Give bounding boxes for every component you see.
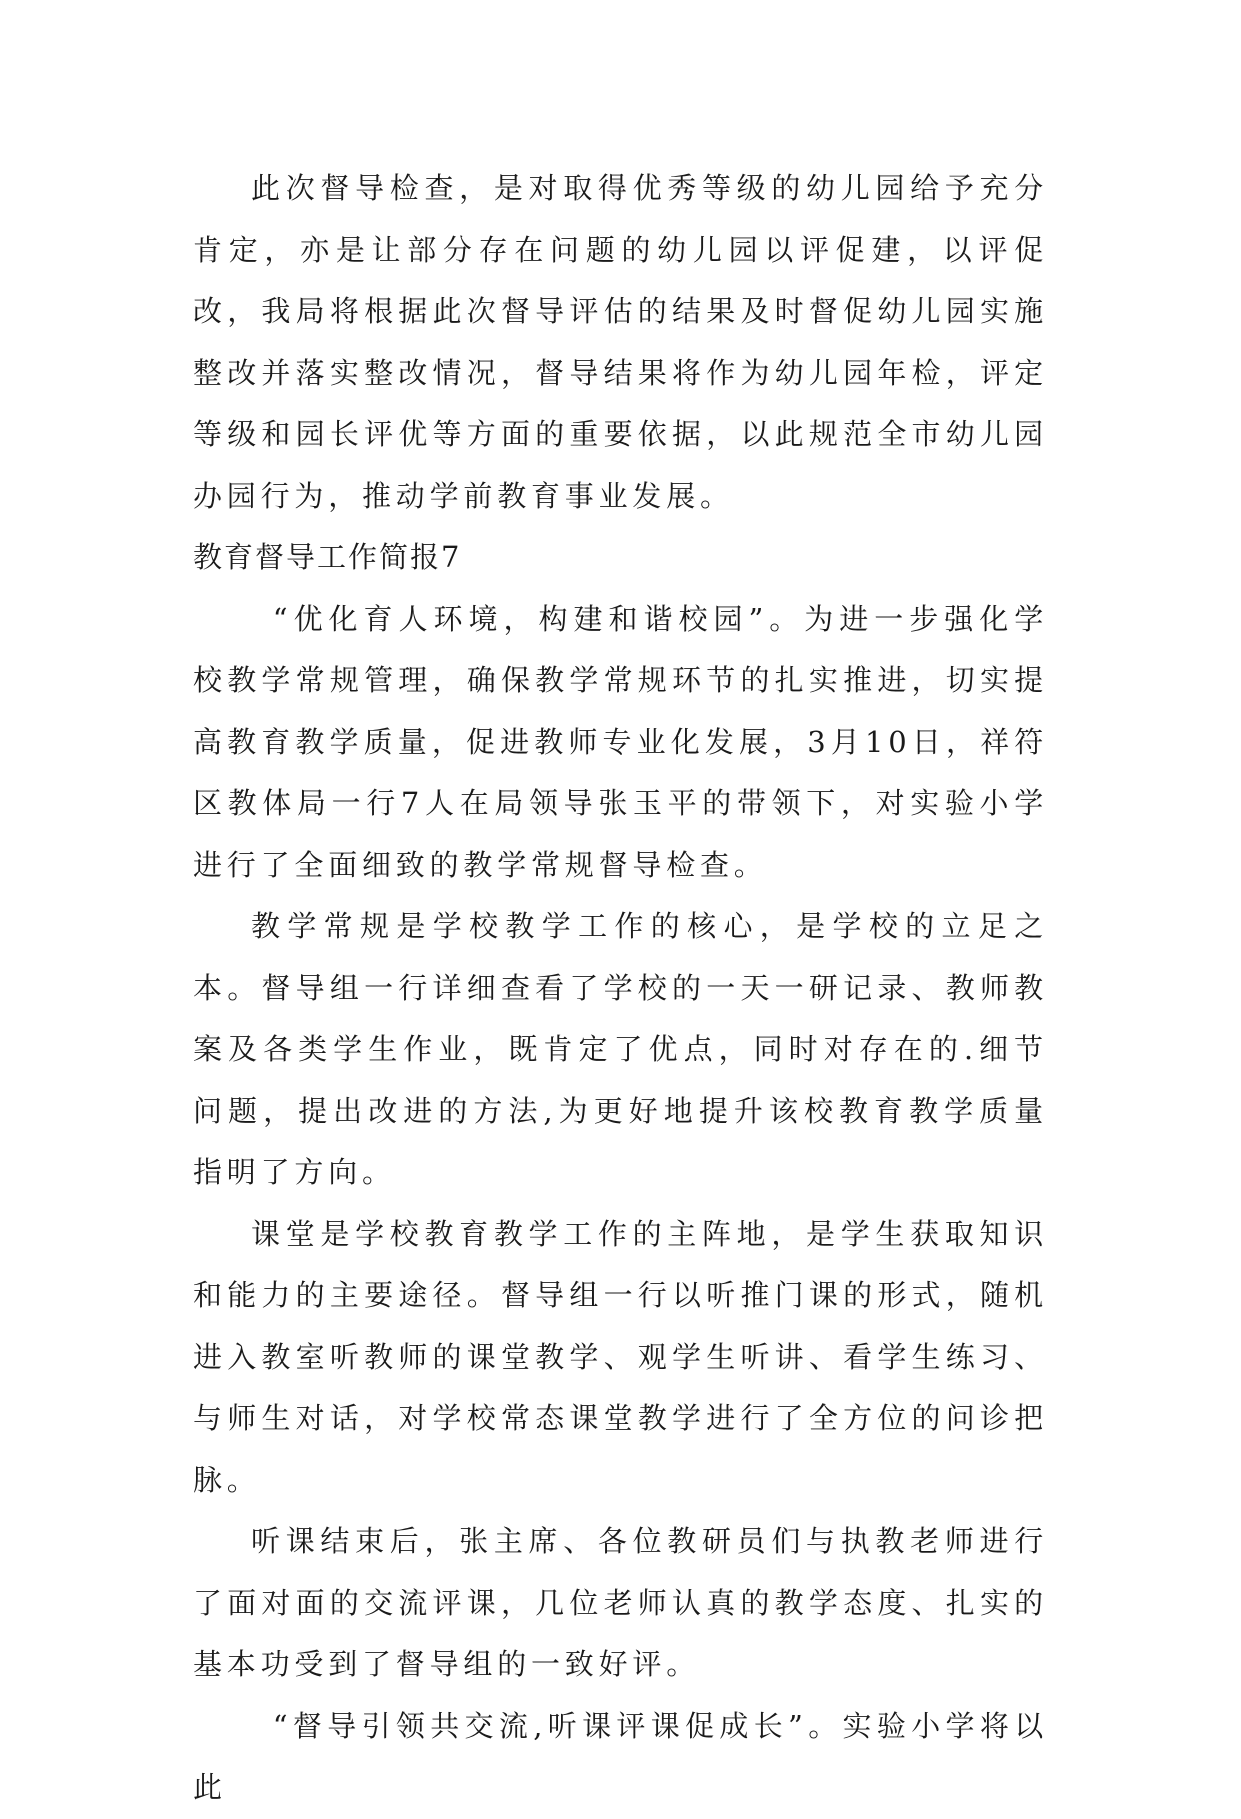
paragraph-5: 听课结束后，张主席、各位教研员们与执教老师进行了面对面的交流评课，几位老师认真的教学态度、扎实的基本功受到了督导组的一致好评。	[193, 1524, 1048, 1681]
section-heading: 教育督导工作简报7	[193, 540, 462, 574]
paragraph-2: “优化育人环境，构建和谐校园”。为进一步强化学校教学常规管理，确保教学常规环节的扎实推进，切实提高教育教学质量，促进教师专业化发展，3月10日，祥符区教体局一行7人在局领导张玉平的带领下，对实验小学进行了全面细致的教学常规督导检查。	[193, 601, 1048, 882]
document-body	[193, 158, 1048, 1819]
paragraph-3: 教学常规是学校教学工作的核心，是学校的立足之本。督导组一行详细查看了学校的一天一研记录、教师教案及各类学生作业，既肯定了优点，同时对存在的.细节问题，提出改进的方法,为更好地提升该校教育教学质量指明了方向。	[193, 909, 1048, 1189]
paragraph-4: 课堂是学校教育教学工作的主阵地，是学生获取知识和能力的主要途径。督导组一行以听推门课的形式，随机进入教室听教师的课堂教学、观学生听讲、看学生练习、与师生对话，对学校常态课堂教学进行了全方位的问诊把脉。	[193, 1216, 1048, 1497]
paragraph-1: 此次督导检查，是对取得优秀等级的幼儿园给予充分肯定，亦是让部分存在问题的幼儿园以评促建，以评促改，我局将根据此次督导评估的结果及时督促幼儿园实施整改并落实整改情况，督导结果将作为幼儿园年检，评定等级和园长评优等方面的重要依据，以此规范全市幼儿园办园行为，推动学前教育事业发展。	[193, 171, 1048, 513]
paragraph-6: “督导引领共交流,听课评课促成长”。实验小学将以此	[193, 1708, 1048, 1804]
